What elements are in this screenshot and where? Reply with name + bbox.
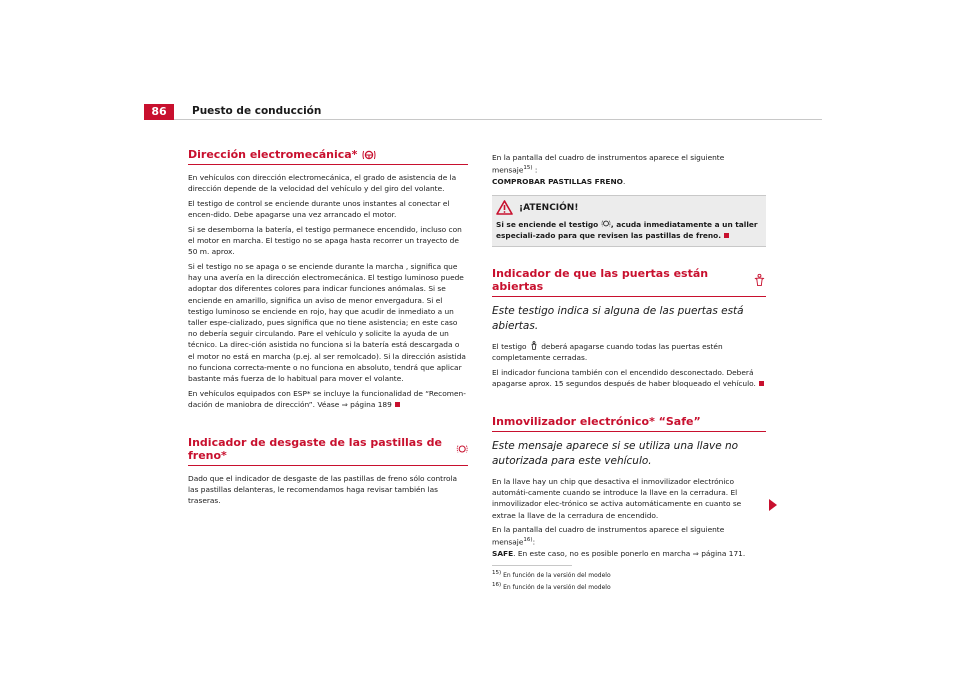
footnotes [492,565,611,592]
section-title-doors-open [492,267,766,297]
paragraph [492,152,766,187]
text: deberá apagarse cuando todas las puertas estén completamente cerradas. [492,342,723,363]
text: : [532,165,538,175]
section-title-text: Inmovilizador electrónico* “Safe” [492,414,701,428]
section-lead: Este testigo indica si alguna de las puertas está abiertas. [492,305,744,333]
steering-warning-icon [362,149,376,161]
footnote-ref: 16) [523,537,533,544]
warning-triangle-icon [496,200,513,215]
paragraph [492,524,766,559]
paragraph: En vehículos con dirección electromecánica, el grado de asistencia de la dirección depende de la velocidad del vehículo y del giro del volante. [188,173,457,194]
right-column [492,148,766,592]
paragraph [492,367,766,389]
footnote-mark: 15) [492,570,502,577]
section-lead: Este mensaje aparece si se utiliza una llave no autorizada para este vehículo. [492,439,739,467]
brake-pad-icon [456,443,468,455]
paragraph: Si el testigo no se apaga o se enciende durante la marcha , significa que hay una avería en la dirección electromecánica. El testigo luminoso puede adoptar dos diferentes colores para indicar funciones anómalas. Si se enciende en amarillo, significa un aviso de menor envergadura. Si el testigo luminoso se enciende en rojo, hay que acudir de inmediato a un taller espe-cializado, pues significa que no tiene asistencia; en este caso no debería seguir circulando. Pare el vehículo y solicite la ayuda de un técnico. La direc-ción asistida no funciona si la batería está descargada o el motor no está en marcha (p.ej. al ser remolcado). Si la dirección asistida no funciona correcta-mente o no funciona en absoluto, tendrá que aplicar bastante más fuerza de lo habitual para mover el volante. [188,261,466,383]
open-door-icon [529,341,539,350]
open-door-icon [753,273,766,287]
text: , acuda inmediatamente a un taller especiali-zado para que revisen las pastillas de freno. [496,220,758,241]
section-end-mark [759,381,764,386]
section-title-text: Indicador de desgaste de las pastillas de freno* [188,435,442,462]
text: Si se enciende el testigo [496,220,601,230]
text: . [622,176,626,186]
paragraph [492,341,766,363]
section-title-text: Dirección electromecánica* [188,148,358,161]
text: : [532,537,536,547]
paragraph: El testigo de control se enciende durante unos instantes al conectar el encen-dido. Debe apagarse una vez arrancado el motor. [188,198,450,220]
footnote [492,569,611,581]
text: En la pantalla del cuadro de instrumentos aparece el siguiente mensaje [492,525,725,547]
footnote-ref: 15) [523,165,533,172]
footnote-text: En función de la versión del modelo [503,583,611,591]
paragraph: Si se desemborna la batería, el testigo permanece encendido, incluso con el motor en marcha. El testigo no se apaga hasta recorrer un trayecto de 50 m. aprox. [188,224,462,257]
warning-text [496,219,758,241]
brake-pad-icon [601,219,611,228]
section-title-steering [188,148,468,165]
warning-box [492,195,766,247]
running-head: Puesto de conducción [192,105,322,117]
display-message: SAFE [492,549,514,559]
left-column [188,148,468,510]
warning-title [496,200,758,215]
paragraph: En la llave hay un chip que desactiva el inmovilizador electrónico automáti-camente cuando se introduce la llave en la cerradura. El inmovilizador elec-trónico se activa automáticamente en cuanto se extrae la llave de la cerradura de encendido. [492,476,742,520]
page-number: 86 [144,104,174,120]
section-end-mark [395,402,400,407]
section-title-immobilizer [492,415,766,432]
paragraph: Dado que el indicador de desgaste de las pastillas de freno sólo controla las pastillas delanteras, le recomendamos haga revisar también las traseras. [188,473,458,505]
section-title-brake-pads [188,436,468,466]
paragraph [188,388,468,410]
next-page-arrow-icon[interactable] [769,499,777,511]
page-reference: En vehículos equipados con ESP* se incluye la funcionalidad de “Recomen-dación de maniobra de dirección”. Véase ⇒ página 189 [188,388,466,409]
display-message: COMPROBAR PASTILLAS FRENO [492,176,623,186]
footnote [492,581,611,593]
text: En la pantalla del cuadro de instrumentos aparece el siguiente mensaje [492,153,725,175]
text: El testigo [492,342,529,352]
page-reference: . En este caso, no es posible ponerlo en marcha ⇒ página 171. [513,549,746,559]
header-rule [174,119,822,120]
warning-title-text: ¡ATENCIÓN! [519,202,579,213]
text: El indicador funciona también con el encendido desconectado. Deberá apagarse aprox. 15 segundos después de haber bloqueado el vehículo. [492,367,756,389]
footnote-mark: 16) [492,581,502,588]
section-end-mark [724,233,729,238]
footnote-text: En función de la versión del modelo [503,572,611,580]
section-title-text: Indicador de que las puertas están abiertas [492,267,709,294]
